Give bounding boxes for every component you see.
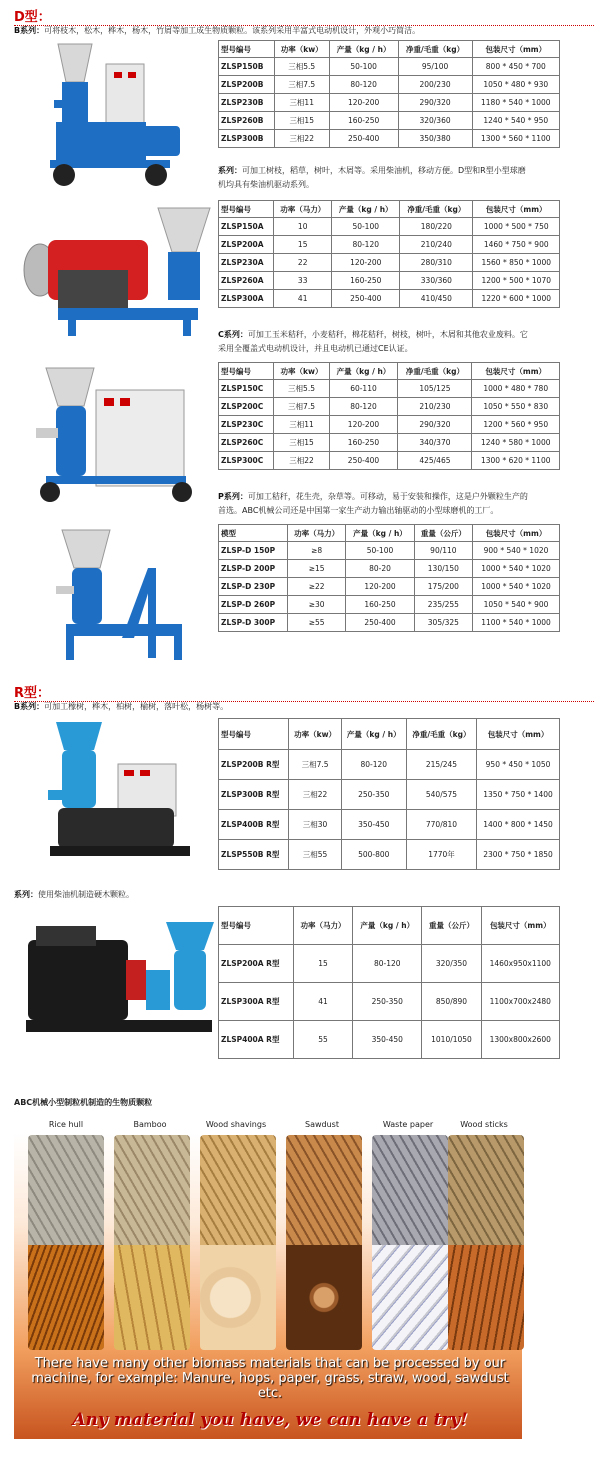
section-title-r: R型： <box>14 682 594 702</box>
material-label: Wood shavings <box>205 1120 267 1129</box>
cell-output: 250-400 <box>346 614 414 632</box>
r-b-text: 可加工橡树，桦木，柏树，榆树，落叶松，杨树等。 <box>44 702 229 711</box>
d-p-description <box>218 490 593 518</box>
header-cell: 净重/毛重（kg） <box>400 201 473 218</box>
cell-model: ZLSP200B <box>219 76 275 94</box>
header-cell: 包装尺寸（mm） <box>473 525 560 542</box>
cell-size: 1220 * 600 * 1000 <box>473 290 560 308</box>
showcase-heading: ABC机械小型制粒机制造的生物质颗粒 <box>14 1098 153 1107</box>
cell-size: 1460 * 750 * 900 <box>473 236 560 254</box>
cell-model: ZLSP300C <box>219 452 274 470</box>
cell-output: 160-250 <box>346 596 414 614</box>
cell-model: ZLSP230C <box>219 416 274 434</box>
header-cell: 功率（kw） <box>289 719 341 750</box>
table-row <box>219 945 560 983</box>
header-cell: 产量（kg / h） <box>329 363 398 380</box>
cell-output: 120-200 <box>329 416 398 434</box>
cell-power: ≥15 <box>287 560 345 578</box>
header-cell: 型号编号 <box>219 363 274 380</box>
cell-power: 三相7.5 <box>289 750 341 780</box>
cell-power: ≥8 <box>287 542 345 560</box>
header-cell: 净重/毛重（kg） <box>398 41 472 58</box>
header-cell: 产量（kg / h） <box>332 201 400 218</box>
cell-power: ≥22 <box>287 578 345 596</box>
cell-power: 三相22 <box>274 452 329 470</box>
cell-model: ZLSP-D 300P <box>219 614 288 632</box>
table-row <box>219 130 560 148</box>
table-row <box>219 840 560 870</box>
cell-output: 500-800 <box>341 840 406 870</box>
table-row <box>219 380 560 398</box>
d-a-text-1: 可加工树枝，稻草，树叶，木屑等。采用柴油机，移动方便。D型和R型小型球磨 <box>242 166 526 175</box>
material-tile-bamboo <box>114 1135 190 1350</box>
header-cell: 包装尺寸（mm） <box>472 363 560 380</box>
d-c-text-2: 采用全覆盖式电动机设计，并且电动机已通过CE认证。 <box>218 344 413 353</box>
cell-output: 120-200 <box>346 578 414 596</box>
cell-power: 15 <box>294 945 353 983</box>
cell-output: 250-400 <box>329 452 398 470</box>
cell-power: 三相7.5 <box>274 76 329 94</box>
cell-size: 1000 * 480 * 780 <box>472 380 560 398</box>
cell-model: ZLSP200B R型 <box>219 750 289 780</box>
header-cell: 净重/毛重（kg） <box>406 719 476 750</box>
table-row <box>219 452 560 470</box>
cell-weight: 90/110 <box>414 542 472 560</box>
cell-output: 80-120 <box>329 76 398 94</box>
cell-size: 1300x800x2600 <box>481 1021 559 1059</box>
d-a-text-2: 机均具有柴油机驱动系列。 <box>218 180 314 189</box>
cell-model: ZLSP550B R型 <box>219 840 289 870</box>
header-cell: 型号编号 <box>219 719 289 750</box>
cell-size: 800 * 450 * 700 <box>472 58 559 76</box>
header-cell: 重量（公斤） <box>422 907 481 945</box>
cell-output: 50-100 <box>332 218 400 236</box>
table-row <box>219 112 560 130</box>
cell-weight: 290/320 <box>398 94 472 112</box>
cell-weight: 320/350 <box>422 945 481 983</box>
table-row <box>219 218 560 236</box>
cell-size: 2300 * 750 * 1850 <box>477 840 560 870</box>
cell-power: 三相22 <box>274 130 329 148</box>
cell-size: 1100x700x2480 <box>481 983 559 1021</box>
header-cell: 功率（kw） <box>274 41 329 58</box>
cell-weight: 290/320 <box>398 416 472 434</box>
d-b-label: B系列： <box>14 26 45 35</box>
cell-output: 80-120 <box>353 945 422 983</box>
cell-model: ZLSP150C <box>219 380 274 398</box>
cell-model: ZLSP230B <box>219 94 275 112</box>
cell-model: ZLSP400A R型 <box>219 1021 294 1059</box>
table-row <box>219 780 560 810</box>
cell-size: 900 * 540 * 1020 <box>473 542 560 560</box>
cell-weight: 425/465 <box>398 452 472 470</box>
cell-size: 1350 * 750 * 1400 <box>477 780 560 810</box>
cell-output: 160-250 <box>332 272 400 290</box>
header-cell: 产量（kg / h） <box>341 719 406 750</box>
table-row <box>219 1021 560 1059</box>
cell-weight: 320/360 <box>398 112 472 130</box>
cell-size: 1000 * 500 * 750 <box>473 218 560 236</box>
header-cell: 功率（马力） <box>274 201 332 218</box>
machine-image-d-b <box>44 40 184 190</box>
table-row <box>219 560 560 578</box>
table-row <box>219 236 560 254</box>
cell-power: 22 <box>274 254 332 272</box>
d-p-text-2: 首选。ABC机械公司还是中国第一家生产动力输出轴驱动的小型球磨机的工厂。 <box>218 506 499 515</box>
r-a-description <box>14 888 314 902</box>
cell-output: 120-200 <box>329 94 398 112</box>
header-cell: 产量（kg / h） <box>346 525 414 542</box>
d-c-label: C系列： <box>218 330 248 339</box>
cell-output: 80-20 <box>346 560 414 578</box>
r-a-text: 使用柴油机制造硬木颗粒。 <box>38 890 134 899</box>
cell-power: ≥30 <box>287 596 345 614</box>
cell-output: 250-350 <box>353 983 422 1021</box>
table-row <box>219 58 560 76</box>
cell-weight: 175/200 <box>414 578 472 596</box>
cell-size: 1200 * 500 * 1070 <box>473 272 560 290</box>
machine-image-r-a <box>26 920 216 1040</box>
table-r-a <box>218 906 560 1059</box>
cell-size: 1050 * 550 * 830 <box>472 398 560 416</box>
table-d-c <box>218 362 560 470</box>
header-cell: 型号编号 <box>219 201 274 218</box>
cell-output: 80-120 <box>332 236 400 254</box>
table-row <box>219 810 560 840</box>
table-r-b <box>218 718 560 870</box>
cell-size: 1240 * 540 * 950 <box>472 112 559 130</box>
cell-weight: 130/150 <box>414 560 472 578</box>
header-cell: 模型 <box>219 525 288 542</box>
machine-image-r-b <box>44 720 194 865</box>
material-tile-rice-hull <box>28 1135 104 1350</box>
header-cell: 重量（公斤） <box>414 525 472 542</box>
d-p-text-1: 可加工秸秆，花生壳，杂草等。可移动，易于安装和操作，这是户外颗粒生产的 <box>247 492 528 501</box>
table-row <box>219 596 560 614</box>
cell-size: 1180 * 540 * 1000 <box>472 94 559 112</box>
cell-weight: 105/125 <box>398 380 472 398</box>
material-tile-waste-paper <box>372 1135 448 1350</box>
cell-output: 80-120 <box>329 398 398 416</box>
material-label: Rice hull <box>48 1120 84 1129</box>
cell-weight: 340/370 <box>398 434 472 452</box>
r-b-label: B系列： <box>14 702 45 711</box>
d-a-label: 系列： <box>218 166 242 175</box>
cell-weight: 180/220 <box>400 218 473 236</box>
cell-power: 三相11 <box>274 94 329 112</box>
table-d-b <box>218 40 560 148</box>
cell-power: 10 <box>274 218 332 236</box>
cell-output: 160-250 <box>329 112 398 130</box>
header-cell: 包装尺寸（mm） <box>472 41 559 58</box>
table-row <box>219 254 560 272</box>
table-d-a <box>218 200 560 308</box>
cell-power: 三相22 <box>289 780 341 810</box>
cell-output: 350-450 <box>341 810 406 840</box>
table-row <box>219 272 560 290</box>
cell-output: 250-350 <box>341 780 406 810</box>
cell-model: ZLSP200C <box>219 398 274 416</box>
cell-power: 三相15 <box>274 434 329 452</box>
table-row <box>219 416 560 434</box>
cell-model: ZLSP200A R型 <box>219 945 294 983</box>
cell-size: 1000 * 540 * 1020 <box>473 560 560 578</box>
header-cell: 包装尺寸（mm） <box>477 719 560 750</box>
cell-model: ZLSP300A <box>219 290 274 308</box>
cell-power: 三相15 <box>274 112 329 130</box>
cell-model: ZLSP260B <box>219 112 275 130</box>
cell-size: 1240 * 580 * 1000 <box>472 434 560 452</box>
cell-weight: 95/100 <box>398 58 472 76</box>
cell-model: ZLSP-D 260P <box>219 596 288 614</box>
cell-size: 1300 * 620 * 1100 <box>472 452 560 470</box>
r-b-description <box>14 700 594 714</box>
d-c-text-1: 可加工玉米秸秆，小麦秸秆，棉花秸秆，树枝，树叶，木屑和其他农业废料。它 <box>247 330 528 339</box>
cell-model: ZLSP300B <box>219 130 275 148</box>
cell-output: 250-400 <box>332 290 400 308</box>
cell-weight: 1770年 <box>406 840 476 870</box>
cell-model: ZLSP150A <box>219 218 274 236</box>
cell-size: 1050 * 540 * 900 <box>473 596 560 614</box>
machine-image-d-c <box>36 364 196 506</box>
cell-weight: 280/310 <box>400 254 473 272</box>
table-row <box>219 76 560 94</box>
table-row <box>219 434 560 452</box>
table-d-p <box>218 524 560 632</box>
header-cell: 功率（kw） <box>274 363 329 380</box>
cell-power: 33 <box>274 272 332 290</box>
cell-size: 950 * 450 * 1050 <box>477 750 560 780</box>
cell-output: 120-200 <box>332 254 400 272</box>
cell-output: 350-450 <box>353 1021 422 1059</box>
cell-model: ZLSP230A <box>219 254 274 272</box>
cell-weight: 850/890 <box>422 983 481 1021</box>
cell-weight: 350/380 <box>398 130 472 148</box>
cell-power: 三相11 <box>274 416 329 434</box>
table-row <box>219 542 560 560</box>
d-a-description <box>218 164 588 192</box>
cell-output: 80-120 <box>341 750 406 780</box>
cell-power: 三相55 <box>289 840 341 870</box>
showcase-slogan: Any material you have, we can have a try! <box>72 1410 468 1430</box>
table-row <box>219 94 560 112</box>
cell-weight: 200/230 <box>398 76 472 94</box>
cell-output: 50-100 <box>346 542 414 560</box>
machine-image-d-a <box>18 200 213 340</box>
machine-image-d-p <box>52 528 192 663</box>
cell-power: 三相5.5 <box>274 58 329 76</box>
cell-power: 41 <box>274 290 332 308</box>
material-tile-wood-sticks <box>448 1135 524 1350</box>
header-cell: 包装尺寸（mm） <box>481 907 559 945</box>
cell-weight: 215/245 <box>406 750 476 780</box>
material-tile-wood-shavings <box>200 1135 276 1350</box>
showcase-caption: There have many other biomass materials that can be processed by our machine, for example: Manure, hops, paper, grass, straw, wood, sawdust etc. <box>31 1356 509 1401</box>
cell-size: 1050 * 480 * 930 <box>472 76 559 94</box>
header-cell: 型号编号 <box>219 907 294 945</box>
cell-weight: 235/255 <box>414 596 472 614</box>
table-row <box>219 983 560 1021</box>
cell-model: ZLSP260C <box>219 434 274 452</box>
table-row <box>219 290 560 308</box>
d-c-description <box>218 328 593 356</box>
cell-power: 41 <box>294 983 353 1021</box>
cell-model: ZLSP-D 150P <box>219 542 288 560</box>
cell-power: ≥55 <box>287 614 345 632</box>
cell-weight: 770/810 <box>406 810 476 840</box>
cell-weight: 330/360 <box>400 272 473 290</box>
cell-output: 250-400 <box>329 130 398 148</box>
cell-model: ZLSP300A R型 <box>219 983 294 1021</box>
cell-power: 三相5.5 <box>274 380 329 398</box>
cell-model: ZLSP260A <box>219 272 274 290</box>
cell-size: 1460x950x1100 <box>481 945 559 983</box>
cell-power: 55 <box>294 1021 353 1059</box>
cell-model: ZLSP400B R型 <box>219 810 289 840</box>
cell-weight: 210/230 <box>398 398 472 416</box>
material-label: Sawdust <box>305 1120 339 1129</box>
cell-weight: 410/450 <box>400 290 473 308</box>
material-label: Bamboo <box>133 1120 167 1129</box>
cell-size: 1560 * 850 * 1000 <box>473 254 560 272</box>
cell-model: ZLSP150B <box>219 58 275 76</box>
cell-model: ZLSP-D 230P <box>219 578 288 596</box>
table-row <box>219 398 560 416</box>
cell-model: ZLSP-D 200P <box>219 560 288 578</box>
cell-size: 1100 * 540 * 1000 <box>473 614 560 632</box>
cell-weight: 305/325 <box>414 614 472 632</box>
material-label: Waste paper <box>382 1120 434 1129</box>
cell-weight: 540/575 <box>406 780 476 810</box>
header-cell: 净重/毛重（kg） <box>398 363 472 380</box>
header-cell: 包装尺寸（mm） <box>473 201 560 218</box>
header-cell: 型号编号 <box>219 41 275 58</box>
cell-size: 1200 * 560 * 950 <box>472 416 560 434</box>
cell-power: 三相30 <box>289 810 341 840</box>
table-row <box>219 578 560 596</box>
material-label: Wood sticks <box>460 1120 508 1129</box>
header-cell: 功率（马力） <box>287 525 345 542</box>
table-row <box>219 614 560 632</box>
cell-weight: 1010/1050 <box>422 1021 481 1059</box>
d-b-text: 可将枝木，松木，桦木，杨木，竹屑等加工成生物质颗粒。该系列采用半富式电动机设计，外观小巧简洁。 <box>44 26 421 35</box>
cell-power: 三相7.5 <box>274 398 329 416</box>
d-b-description <box>14 24 594 38</box>
header-cell: 产量（kg / h） <box>329 41 398 58</box>
cell-power: 15 <box>274 236 332 254</box>
header-cell: 产量（kg / h） <box>353 907 422 945</box>
r-a-label: 系列： <box>14 890 38 899</box>
section-title-d: D型： <box>14 6 594 26</box>
cell-output: 160-250 <box>329 434 398 452</box>
cell-model: ZLSP200A <box>219 236 274 254</box>
cell-size: 1300 * 560 * 1100 <box>472 130 559 148</box>
cell-model: ZLSP300B R型 <box>219 780 289 810</box>
cell-output: 60-110 <box>329 380 398 398</box>
d-p-label: P系列： <box>218 492 248 501</box>
cell-size: 1000 * 540 * 1020 <box>473 578 560 596</box>
cell-weight: 210/240 <box>400 236 473 254</box>
cell-size: 1400 * 800 * 1450 <box>477 810 560 840</box>
table-row <box>219 750 560 780</box>
cell-output: 50-100 <box>329 58 398 76</box>
header-cell: 功率（马力） <box>294 907 353 945</box>
material-tile-sawdust <box>286 1135 362 1350</box>
